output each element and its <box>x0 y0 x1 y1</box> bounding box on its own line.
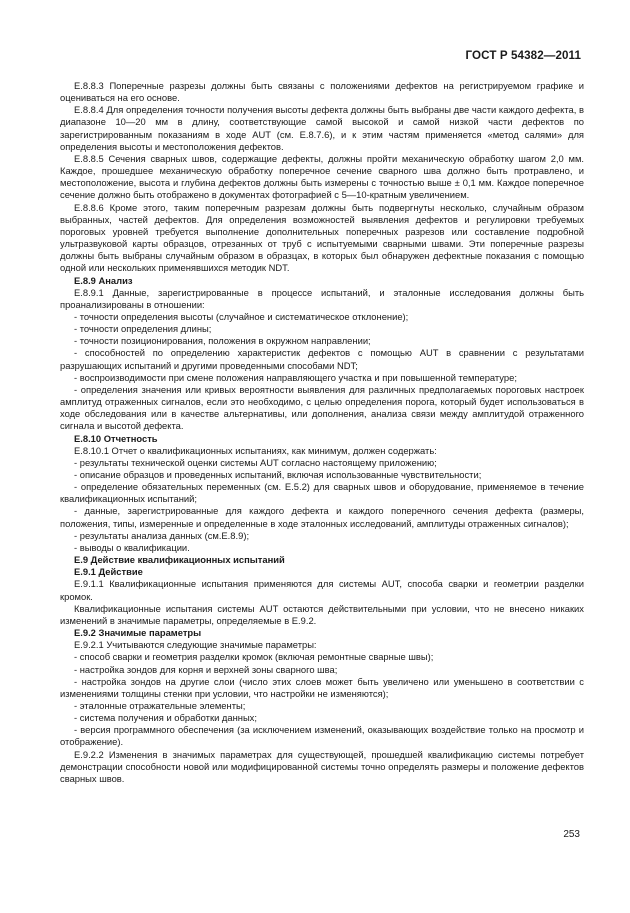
paragraph: - точности позиционирования, положения в окружном направлении; <box>74 335 371 347</box>
paragraph: - результаты технической оценки системы AUT согласно настоящему приложению; <box>74 456 437 468</box>
paragraph: - настройка зондов для корня и верхней зоны сварного шва; <box>74 663 338 675</box>
paragraph: - описание образцов и проведенных испытаний, включая использованные чувствительности; <box>74 469 482 480</box>
paragraph: Е.9.1.1 Квалификационные испытания применяются для системы AUT, способа сварки и геометрии разделки кромок. <box>60 578 584 602</box>
paragraph: Е.8.8.6 Кроме этого, таким поперечным разрезам должны быть подвергнуты несколько, случайным образом выбранных, частей дефектов. Для определения возможностей выявления дефектов и регулировки требуемых пороговых уровней требуется выполнение дополнительных поперечных разрезов или составление подробной ультразвуковой карты образцов, отрезанных от труб с испытуемыми сварными швами. Эти поперечные разрезы должны быть выбраны случайным образом в образцах, в которых был обнаружен дефектные показания с помощью одной или нескольких применявшихся методик NDT. <box>60 201 584 274</box>
standard-header: ГОСТ Р 54382—2011 <box>465 49 581 62</box>
paragraph: - точности определения длины; <box>74 323 212 335</box>
section-heading: Е.9.2 Значимые параметры <box>74 627 202 639</box>
paragraph: Е.9.2.2 Изменения в значимых параметрах для существующей, прошедшей квалификацию системы потребует демонстрации способности новой или модифицированной системы точно определять размеры и положение дефектов сварных швов. <box>60 748 584 784</box>
paragraph: Е.8.9.1 Данные, зарегистрированные в процессе испытаний, и эталонные исследования должны быть проанализированы в отношении: <box>60 286 584 310</box>
paragraph: - определения значения или кривых вероятности выявления для различных предполагаемых пороговых настроек амплитуд отраженных сигналов, если это необходимо, с целью определения порога, который будет использоваться в ходе обследования или в качестве альтернативы, или дополнения, анализа связи между амплитудой отраженного сигнала и высотой дефекта. <box>60 383 584 432</box>
paragraph: Е.8.8.5 Сечения сварных швов, содержащие дефекты, должны пройти механическую обработку шагом 2,0 мм. Каждое, прошедшее механическую обработку поперечное сечение сварного шва должно быть протравлено, и местоположение, высота и глубина дефектов должны быть измерены с точностью выше ± 0,1 мм. Каждое поперечное сечение должно быть отображено в документах фотографией с 5—10-кратным увеличением. <box>60 152 584 201</box>
paragraph: - настройка зондов на другие слои (число этих слоев может быть увеличено или уменьшено в соответствии с изменениями толщины стенки при условии, что настройки не изменяются); <box>60 675 584 699</box>
paragraph: - определение обязательных переменных (см. Е.5.2) для сварных швов и оборудование, применяемое в течение квалификационных испытаний; <box>60 481 584 505</box>
paragraph: - способ сварки и геометрия разделки кромок (включая ремонтные сварные швы); <box>74 651 434 663</box>
paragraph: - эталонные отражательные элементы; <box>74 699 246 711</box>
paragraph: - воспроизводимости при смене положения направляющего участка и при повышенной температуре; <box>74 371 517 383</box>
paragraph: Е.8.8.4 Для определения точности получения высоты дефекта должны быть выбраны две части каждого дефекта, в диапазоне 10—20 мм в длину, соответствующие самой высокой и самой низкой части дефектов по зарегистрированным показаниям в ходе AUT (см. Е.8.7.6), и к этим частям применяется «метод салями» для определения высоты и местоположения дефектов. <box>60 104 584 152</box>
paragraph: - точности определения высоты (случайное и систематическое отклонение); <box>74 310 409 322</box>
paragraph: - выводы о квалификации. <box>74 541 190 553</box>
section-heading: Е.8.10 Отчетность <box>74 432 158 444</box>
paragraph: Е.8.8.3 Поперечные разрезы должны быть связаны с положениями дефектов на регистрируемом графике и оцениваться на его основе. <box>60 80 584 104</box>
paragraph: - данные, зарегистрированные для каждого дефекта и каждого поперечного сечения дефекта (размеры, положения, типы, измеренные и определенные в ходе эталонных исследований, амплитуды отраженных сигналов); <box>60 505 584 529</box>
section-heading: Е.9 Действие квалификационных испытаний <box>74 554 285 566</box>
paragraph: - результаты анализа данных (см.Е.8.9); <box>74 529 250 541</box>
paragraph: - версия программного обеспечения (за исключением изменений, оказывающих воздействие только на просмотр и отображение). <box>60 724 584 748</box>
paragraph: Е.9.2.1 Учитываются следующие значимые параметры: <box>74 639 317 651</box>
section-heading: Е.9.1 Действие <box>74 566 143 578</box>
page-number: 253 <box>563 829 580 840</box>
paragraph: Е.8.10.1 Отчет о квалификационных испытаниях, как минимум, должен содержать: <box>74 444 437 456</box>
section-heading: Е.8.9 Анализ <box>74 274 133 286</box>
paragraph: - система получения и обработки данных; <box>74 712 257 724</box>
paragraph: Квалификационные испытания системы AUT остаются действительными при условии, что не внесено никаких изменений в значимые параметры, определяемые в Е.9.2. <box>60 602 584 626</box>
body-text <box>60 80 584 785</box>
paragraph: - способностей по определению характеристик дефектов с помощью AUT в сравнении с результатами разрушающих испытаний и другими проведенными способами NDT; <box>60 347 584 371</box>
